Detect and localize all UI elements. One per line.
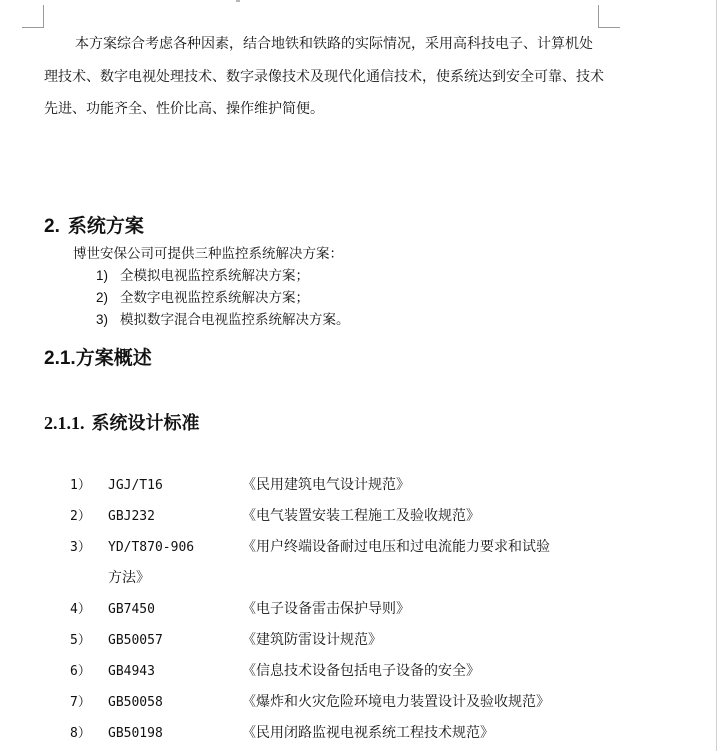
- standard-code: GBJ232: [108, 509, 155, 524]
- standard-title: 《建筑防雷设计规范》: [242, 632, 382, 648]
- list-item: [96, 309, 350, 331]
- standard-number: 3）: [70, 540, 91, 555]
- list-item-text: 全模拟电视监控系统解决方案；: [120, 268, 309, 284]
- crop-mark-left-vertical: [43, 5, 44, 28]
- standard-title: 《民用建筑电气设计规范》: [242, 477, 410, 493]
- standard-title: 《信息技术设备包括电子设备的安全》: [242, 663, 480, 679]
- standard-title: 《电气装置安装工程施工及验收规范》: [242, 508, 480, 524]
- list-item-number: 1): [96, 268, 109, 283]
- list-item-number: 3): [96, 312, 109, 327]
- section-2-title: 系统方案: [67, 215, 144, 237]
- standard-title: 《电子设备雷击保护导则》: [242, 601, 410, 617]
- list-item-text: 模拟数字混合电视监控系统解决方案。: [120, 312, 350, 328]
- list-item-number: 2): [96, 290, 109, 305]
- standard-code: GB50198: [108, 726, 163, 741]
- standard-row: [70, 594, 612, 625]
- standard-title: 《用户终端设备耐过电压和过电流能力要求和试验: [242, 539, 550, 555]
- section-2-1-1-title: 系统设计标准: [91, 413, 200, 434]
- section-2-1-number: 2.1.: [44, 348, 76, 369]
- list-item-text: 全数字电视监控系统解决方案；: [120, 290, 309, 306]
- standard-code: GB4943: [108, 664, 155, 679]
- standard-row: [70, 656, 612, 687]
- section-2-number: 2.: [44, 216, 60, 237]
- standard-number: 5）: [70, 633, 91, 648]
- standard-row: [70, 687, 612, 718]
- standard-row: [70, 625, 612, 656]
- standard-number: 6）: [70, 664, 91, 679]
- standard-code: YD/T870-906: [108, 540, 195, 555]
- standard-code: GB7450: [108, 602, 155, 617]
- standard-row: [70, 532, 612, 594]
- section-2-1-1-number: 2.1.1.: [44, 413, 85, 433]
- solution-options-list: [96, 265, 350, 331]
- intro-paragraph: [44, 28, 604, 126]
- standard-number: 4）: [70, 602, 91, 617]
- standard-title: 《爆炸和火灾危险环境电力装置设计及验收规范》: [242, 694, 550, 710]
- section-2-1-heading: [44, 343, 152, 374]
- standard-row: [70, 470, 612, 501]
- list-item: [96, 287, 350, 309]
- top-edge-mark: [236, 0, 240, 2]
- standard-number: 7）: [70, 695, 91, 710]
- standards-list: [70, 470, 612, 749]
- section-2-1-title: 方案概述: [75, 347, 152, 369]
- standard-number: 8）: [70, 726, 91, 741]
- crop-mark-right-vertical: [598, 5, 599, 28]
- standard-number: 1）: [70, 478, 91, 493]
- section-2-1-1-heading: [44, 408, 200, 439]
- section-2-intro: 博世安保公司可提供三种监控系统解决方案：: [73, 246, 343, 262]
- intro-text: 本方案综合考虑各种因素，结合地铁和铁路的实际情况，采用高科技电子、计算机处理技术、数字电视处理技术、数字录像技术及现代化通信技术，使系统达到安全可靠、技术先进、功能齐全、性价比高、操作维护简便。: [44, 36, 604, 117]
- standard-row: [70, 501, 612, 532]
- list-item: [96, 265, 350, 287]
- section-2-heading: [44, 211, 144, 242]
- standard-code: GB50057: [108, 633, 163, 648]
- standard-row: [70, 718, 612, 749]
- standard-code: JGJ/T16: [108, 478, 163, 493]
- standard-title: 《民用闭路监视电视系统工程技术规范》: [242, 725, 494, 741]
- standard-number: 2）: [70, 509, 91, 524]
- standard-code: GB50058: [108, 695, 163, 710]
- standard-title-continued: 方法》: [108, 570, 150, 586]
- crop-mark-left-horizontal: [22, 27, 44, 28]
